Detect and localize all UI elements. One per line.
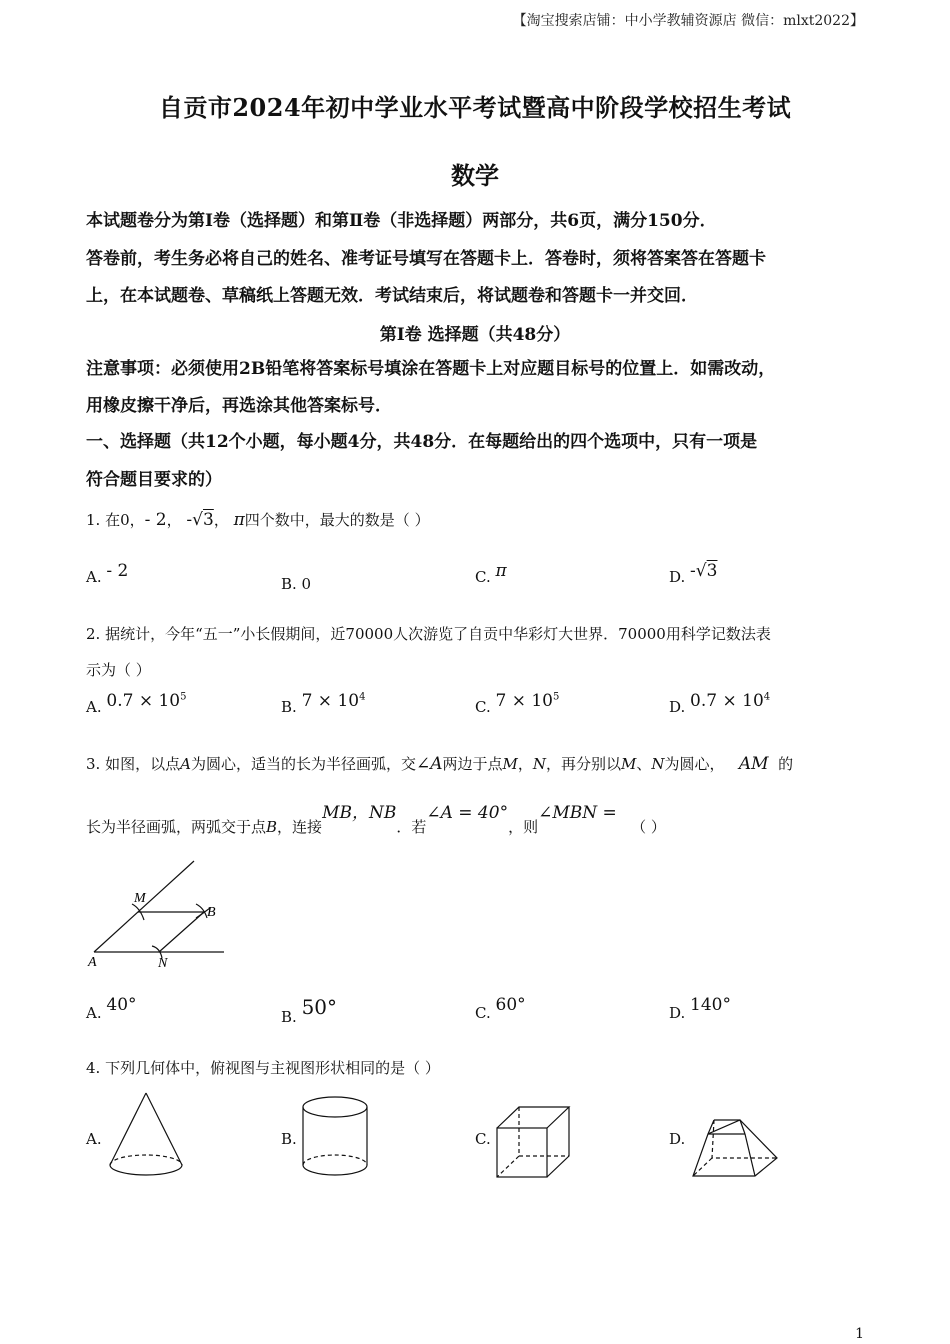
option-label: B. [281,698,297,716]
option-label: D. [669,568,686,586]
option-exp: 4 [359,691,366,703]
fig-label-b: B [207,905,216,920]
question-3-line-2 [86,803,886,844]
option-label: C. [475,568,491,586]
option-label: C. [475,1004,491,1022]
option-label: D. [669,1130,686,1148]
q1-neg-sign: - [186,510,193,530]
q3-text: ．若 [396,818,427,836]
option-base: 7 × 10 [495,691,553,711]
question-1-stem [86,503,866,537]
q3-ask: ∠MBN = [538,803,617,823]
q3-text: ， [517,755,533,773]
q3-text: （ ） [631,818,666,836]
notice-line-2: 用橡皮擦干净后，再选涂其他答案标号． [86,396,392,416]
fig-label-a: A [88,955,97,970]
part1-line-2: 符合题目要求的） [86,470,222,490]
segment-nb [159,912,204,952]
q4-option-a[interactable] [86,1130,102,1148]
option-label: A. [86,698,102,716]
option-label: C. [475,1130,491,1148]
intro-line-3: 上，在本试题卷、草稿纸上答题无效．考试结束后，将试题卷和答题卡一并交回． [86,286,698,306]
option-label: A. [86,568,102,586]
fig-label-m: M [134,891,146,906]
option-label: C. [475,698,491,716]
question-2-line-2: 示为（ ） [86,661,151,679]
q3-text: 的 [778,755,794,773]
option-base: 0.7 × 10 [106,691,181,711]
q3-text: ，连接 [277,818,323,836]
option-label: D. [669,698,686,716]
q1-post: 四个数中，最大的数是（ ） [244,511,430,529]
option-value: 140° [690,995,731,1015]
cylinder-icon [300,1094,372,1180]
q3-condition: ∠A = 40° [426,803,509,823]
option-base: 0.7 × 10 [690,691,764,711]
q3-text: 长为半径画弧，两弧交于点 [86,818,267,836]
option-base: 7 × 10 [301,691,360,711]
option-value: - 2 [106,561,129,581]
question-4-stem: 4. 下列几何体中，俯视图与主视图形状相同的是（ ） [86,1059,440,1077]
q3-option-c[interactable] [475,995,526,1023]
option-label: B. 0 [281,575,312,593]
q4-option-c[interactable] [475,1130,491,1148]
intro-line-2: 答卷前，考生务必将自己的姓名、准考证号填写在答题卡上．答卷时，须将答案答在答题卡 [86,249,766,269]
q3-point: A [180,755,191,773]
q1-option-c[interactable] [475,561,507,587]
cone-icon [106,1090,188,1182]
q4-option-b[interactable] [281,1130,297,1148]
q3-point: M [621,755,637,773]
q4-option-d[interactable] [669,1130,685,1148]
intro-line-1: 本试题卷分为第Ⅰ卷（选择题）和第Ⅱ卷（非选择题）两部分，共6页，满分150分． [86,211,717,231]
q3-point: N [651,755,665,773]
option-exp: 5 [553,691,560,703]
q2-option-a[interactable] [86,691,187,717]
q3-segments: MB，NB [322,803,397,823]
q1-sep2: ， [213,511,229,529]
q2-option-b[interactable] [281,691,366,717]
q3-point: B [266,818,278,836]
option-label: A. [86,1004,102,1022]
page-number: 1 [855,1326,864,1342]
q2-option-c[interactable] [475,691,560,717]
q3-text: 、 [636,755,652,773]
ray-am [94,861,194,952]
option-label: B. [281,1008,297,1026]
part1-line-1: 一、选择题（共12个小题，每小题4分，共48分．在每题给出的四个选项中，只有一项是 [86,432,758,452]
q3-figure [86,858,236,973]
option-label: B. [281,1130,297,1148]
option-value: π [495,561,507,581]
q1-pre: 1. 在0， [86,511,145,529]
q3-option-b[interactable] [281,995,338,1027]
q3-text: 为圆心，适当的长为半径画弧，交 [190,755,416,773]
q3-option-d[interactable] [669,995,731,1023]
q3-segment: AM [738,754,769,774]
question-3-line-1 [86,747,886,781]
fig-label-n: N [158,956,168,971]
question-2-line-1: 2. 据统计，今年“五一”小长假期间，近70000人次游览了自贡中华彩灯大世界．70000用科学记数法表 [86,625,771,643]
option-sign: - [690,561,696,581]
q3-text: 两边于点 [442,755,503,773]
q1-sqrt-value: 3 [202,510,214,530]
q1-option-d[interactable] [669,561,718,587]
subject-title: 数学 [451,161,499,190]
option-exp: 5 [180,691,187,703]
option-value: 50° [301,995,338,1019]
q3-text: ，再分别以 [546,755,622,773]
option-label: A. [86,1130,102,1148]
q1-option-b[interactable] [281,575,311,593]
section-heading: 第Ⅰ卷 选择题（共48分） [379,325,571,345]
q1-sep1: ， [166,511,182,529]
q3-option-a[interactable] [86,995,137,1023]
option-value: 40° [106,995,137,1015]
frustum-icon [690,1114,782,1180]
q1-neg-two: - 2 [144,510,167,530]
q3-text: ，则 [508,818,539,836]
notice-line-1: 注意事项：必须使用2B铅笔将答案标号填涂在答题卡上对应题目标号的位置上．如需改动， [86,359,776,379]
q3-text: 3. 如图，以点 [86,755,181,773]
q3-text: 为圆心， [664,755,725,773]
header-note: 【淘宝搜索店铺：中小学教辅资源店 微信：mlxt2022】 [512,13,864,29]
cube-icon [494,1104,574,1180]
option-exp: 4 [763,691,771,703]
option-value: 3 [706,561,718,581]
q3-angle: ∠A [415,754,443,774]
option-value: 60° [495,995,526,1015]
exam-title: 自贡市2024年初中学业水平考试暨高中阶段学校招生考试 [158,93,792,122]
q3-point: N [532,755,546,773]
q3-point: M [502,755,518,773]
q2-option-d[interactable] [669,691,771,717]
sqrt-icon: √ [192,510,203,530]
q1-pi: π [233,510,245,530]
option-label: D. [669,1004,686,1022]
sqrt-icon: √ [695,561,707,581]
q1-option-a[interactable] [86,561,129,587]
